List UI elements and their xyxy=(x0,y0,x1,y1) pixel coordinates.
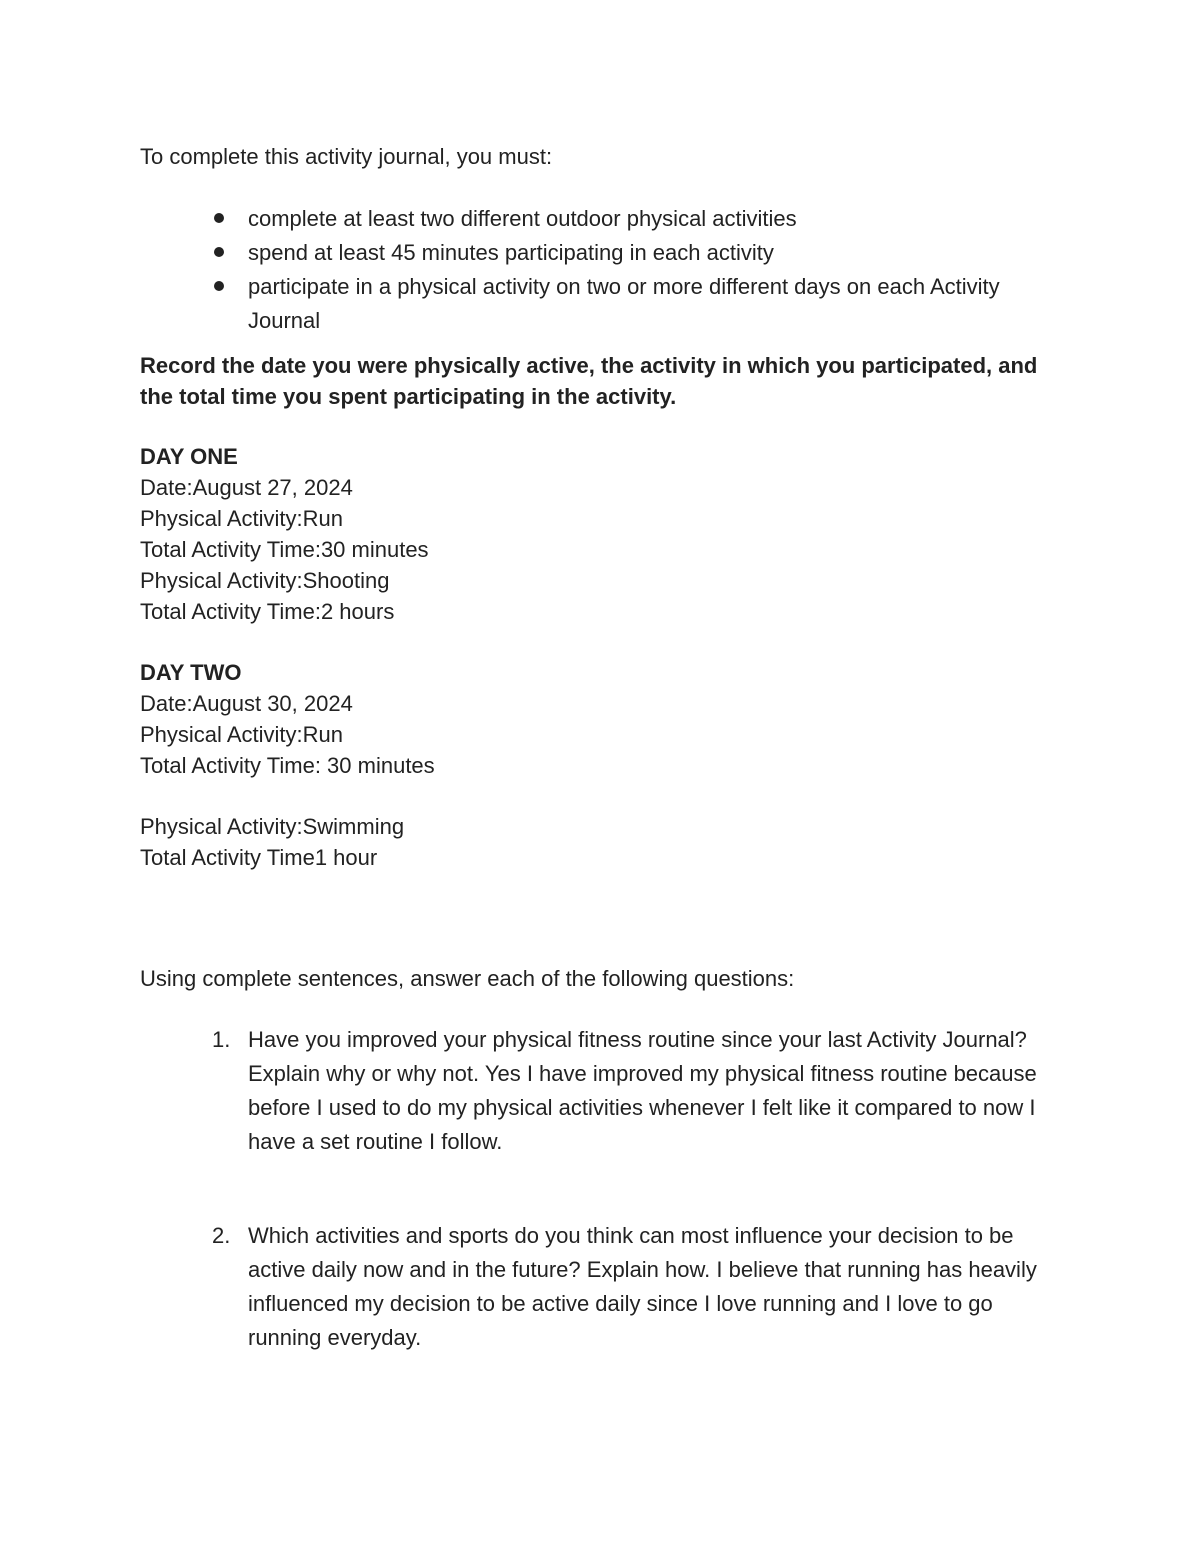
intro-text: To complete this activity journal, you must: xyxy=(140,144,553,169)
bullet-icon xyxy=(214,281,224,291)
requirement-item xyxy=(212,202,1072,236)
bullet-icon xyxy=(214,247,224,257)
requirement-text: participate in a physical activity on two or more different days on each Activity Journal xyxy=(248,274,1000,333)
day-one-time-1: Total Activity Time:30 minutes xyxy=(140,537,429,562)
day-two-section xyxy=(140,657,435,873)
day-two-time-1: Total Activity Time: 30 minutes xyxy=(140,753,435,778)
requirements-list xyxy=(212,202,1072,338)
requirement-item xyxy=(212,270,1072,338)
day-one-activity-2: Physical Activity:Shooting xyxy=(140,568,390,593)
question-item xyxy=(212,1219,1072,1355)
question-list xyxy=(212,1023,1072,1159)
bullet-icon xyxy=(214,213,224,223)
spacer xyxy=(140,781,435,811)
day-one-activity-1: Physical Activity:Run xyxy=(140,506,343,531)
day-one-section xyxy=(140,441,429,627)
day-two-time-2: Total Activity Time1 hour xyxy=(140,845,378,870)
question-text: Have you improved your physical fitness routine since your last Activity Journal? Explain why or why not. Yes I have improved my physical fitness routine because before I used to do my physical activities whenever I felt like it compared to now I have a set routine I follow. xyxy=(248,1027,1037,1154)
question-number: 2. xyxy=(212,1223,231,1248)
day-one-date: Date:August 27, 2024 xyxy=(140,475,353,500)
requirement-item xyxy=(212,236,1072,270)
requirement-text: spend at least 45 minutes participating in each activity xyxy=(248,240,774,265)
question-item xyxy=(212,1023,1072,1159)
questions-intro-text: Using complete sentences, answer each of the following questions: xyxy=(140,966,795,991)
day-two-activity-1: Physical Activity:Run xyxy=(140,722,343,747)
day-two-date: Date:August 30, 2024 xyxy=(140,691,353,716)
question-text: Which activities and sports do you think can most influence your decision to be active daily now and in the future? Explain how. I believe that running has heavily influenced my decision to be active daily since I love running and I love to go running everyday. xyxy=(248,1223,1037,1350)
day-one-time-2: Total Activity Time:2 hours xyxy=(140,599,395,624)
day-two-heading: DAY TWO xyxy=(140,660,242,685)
question-list xyxy=(212,1219,1072,1355)
requirement-text: complete at least two different outdoor physical activities xyxy=(248,206,797,231)
day-one-heading: DAY ONE xyxy=(140,444,238,469)
question-number: 1. xyxy=(212,1027,231,1052)
day-two-activity-2: Physical Activity:Swimming xyxy=(140,814,405,839)
instruction-text: Record the date you were physically active, the activity in which you participated, and the total time you spent participating in the activity. xyxy=(140,353,1038,409)
